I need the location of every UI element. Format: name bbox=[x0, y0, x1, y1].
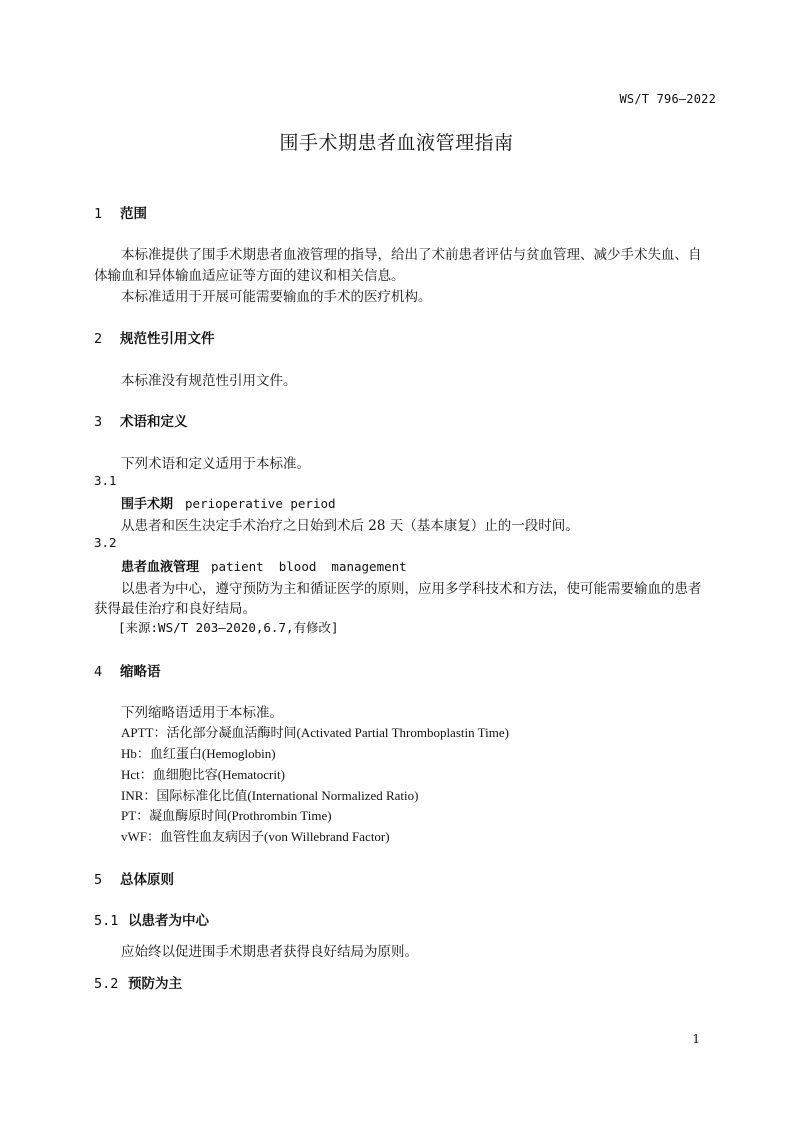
section-4-heading bbox=[94, 660, 161, 680]
section-number: 5.1 bbox=[94, 913, 119, 929]
section-2-heading bbox=[94, 327, 215, 347]
section-title: 缩略语 bbox=[120, 664, 161, 680]
section-title: 预防为主 bbox=[128, 976, 182, 992]
abbreviation-item: INR：国际标准化比值(International Normalized Ratio) bbox=[121, 788, 419, 803]
abbreviation-item: Hb：血红蛋白(Hemoglobin) bbox=[121, 746, 276, 761]
paragraph: 本标准适用于开展可能需要输血的手术的医疗机构。 bbox=[121, 289, 432, 305]
subsection-5-1-heading bbox=[94, 909, 209, 929]
section-title: 范围 bbox=[120, 206, 147, 222]
term-number: 3.1 bbox=[94, 473, 117, 488]
paragraph: 下列缩略语适用于本标准。 bbox=[121, 705, 283, 721]
term-definition-continuation: 获得最佳治疗和良好结局。 bbox=[94, 601, 256, 617]
section-number: 5.2 bbox=[94, 976, 119, 992]
section-3-heading bbox=[94, 410, 188, 430]
abbreviation-item: APTT：活化部分凝血活酶时间(Activated Partial Thromboplastin Time) bbox=[121, 725, 509, 740]
page-number: 1 bbox=[692, 1032, 700, 1046]
section-1-heading bbox=[94, 202, 147, 222]
subsection-5-2-heading bbox=[94, 972, 182, 992]
section-title: 规范性引用文件 bbox=[120, 331, 215, 347]
section-5-heading bbox=[94, 868, 174, 888]
term-en: patient blood management bbox=[211, 559, 407, 574]
term-zh: 患者血液管理 bbox=[121, 560, 200, 575]
paragraph: 本标准没有规范性引用文件。 bbox=[121, 373, 297, 389]
section-number: 3 bbox=[94, 414, 103, 430]
section-number: 1 bbox=[94, 206, 103, 222]
section-number: 4 bbox=[94, 664, 103, 680]
term-source: [来源:WS/T 203—2020,6.7,有修改] bbox=[118, 620, 339, 635]
term-definition: 以患者为中心，遵守预防为主和循证医学的原则，应用多学科技术和方法，使可能需要输血的患者 bbox=[121, 581, 702, 597]
abbreviation-item: Hct：血细胞比容(Hematocrit) bbox=[121, 767, 285, 782]
term-zh: 围手术期 bbox=[121, 497, 174, 512]
paragraph-continuation: 体输血和异体输血适应证等方面的建议和相关信息。 bbox=[94, 268, 405, 284]
section-title: 总体原则 bbox=[120, 872, 174, 888]
section-title: 以患者为中心 bbox=[128, 913, 209, 929]
standard-number: WS/T 796—2022 bbox=[619, 92, 716, 106]
term-entry bbox=[121, 556, 407, 575]
paragraph: 应始终以促进围手术期患者获得良好结局为原则。 bbox=[121, 944, 418, 960]
paragraph: 下列术语和定义适用于本标准。 bbox=[121, 456, 310, 472]
section-number: 5 bbox=[94, 872, 103, 888]
paragraph: 本标准提供了围手术期患者血液管理的指导，给出了术前患者评估与贫血管理、减少手术失血、自 bbox=[121, 247, 702, 263]
section-title: 术语和定义 bbox=[120, 414, 188, 430]
document-title: 围手术期患者血液管理指南 bbox=[279, 132, 514, 154]
term-entry bbox=[121, 493, 336, 512]
abbreviation-item: PT：凝血酶原时间(Prothrombin Time) bbox=[121, 808, 332, 823]
term-number: 3.2 bbox=[94, 535, 117, 550]
abbreviation-item: vWF：血管性血友病因子(von Willebrand Factor) bbox=[121, 829, 390, 844]
term-definition: 从患者和医生决定手术治疗之日始到术后 28 天（基本康复）止的一段时间。 bbox=[121, 518, 579, 534]
section-number: 2 bbox=[94, 331, 103, 347]
term-en: perioperative period bbox=[185, 496, 336, 511]
